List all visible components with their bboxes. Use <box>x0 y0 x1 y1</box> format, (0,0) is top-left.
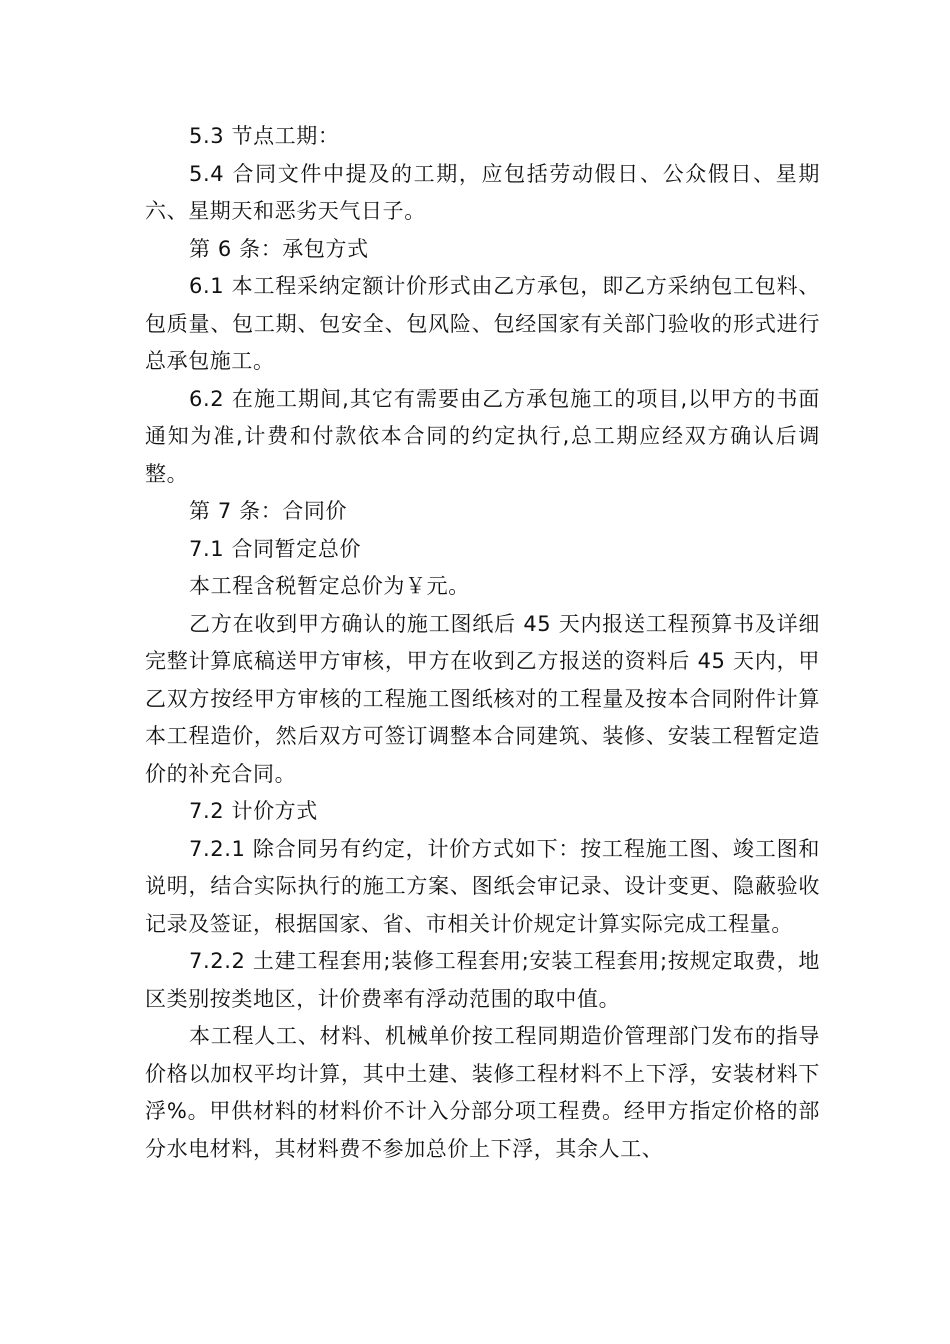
paragraph: 乙方在收到甲方确认的施工图纸后 45 天内报送工程预算书及详细完整计算底稿送甲方审核，甲方在收到乙方报送的资料后 45 天内，甲乙双方按经甲方审核的工程施工图纸核对的工程量及按本合同附件计算本工程造价，然后双方可签订调整本合同建筑、装修、安装工程暂定造价的补充合同。 <box>145 611 820 786</box>
paragraph: 6.1 本工程采纳定额计价形式由乙方承包，即乙方采纳包工包料、包质量、包工期、包安全、包风险、包经国家有关部门验收的形式进行总承包施工。 <box>145 274 820 373</box>
section-heading: 第 6 条：承包方式 <box>189 236 369 261</box>
paragraph: 5.3 节点工期： <box>189 124 340 148</box>
paragraph: 本工程人工、材料、机械单价按工程同期造价管理部门发布的指导价格以加权平均计算，其中土建、装修工程材料不上下浮，安装材料下浮%。甲供材料的材料价不计入分部分项工程费。经甲方指定价格的部分水电材料，其材料费不参加总价上下浮，其余人工、 <box>145 1024 820 1161</box>
paragraph: 7.2.2 土建工程套用;装修工程套用;安装工程套用;按规定取费，地区类别按类地区，计价费率有浮动范围的取中值。 <box>145 949 820 1011</box>
paragraph: 本工程含税暂定总价为￥元。 <box>189 574 470 598</box>
subsection-heading: 7.2 计价方式 <box>189 799 318 823</box>
paragraph: 6.2 在施工期间,其它有需要由乙方承包施工的项目,以甲方的书面通知为准,计费和付款依本合同的约定执行,总工期应经双方确认后调整。 <box>145 386 820 486</box>
paragraph: 5.4 合同文件中提及的工期，应包括劳动假日、公众假日、星期六、星期天和恶劣天气日子。 <box>145 161 820 223</box>
paragraph: 7.2.1 除合同另有约定，计价方式如下：按工程施工图、竣工图和说明，结合实际执行的施工方案、图纸会审记录、设计变更、隐蔽验收记录及签证，根据国家、省、市相关计价规定计算实际完成工程量。 <box>145 836 820 936</box>
subsection-heading: 7.1 合同暂定总价 <box>189 536 362 561</box>
document-page <box>145 118 820 1168</box>
section-heading: 第 7 条：合同价 <box>189 499 348 523</box>
